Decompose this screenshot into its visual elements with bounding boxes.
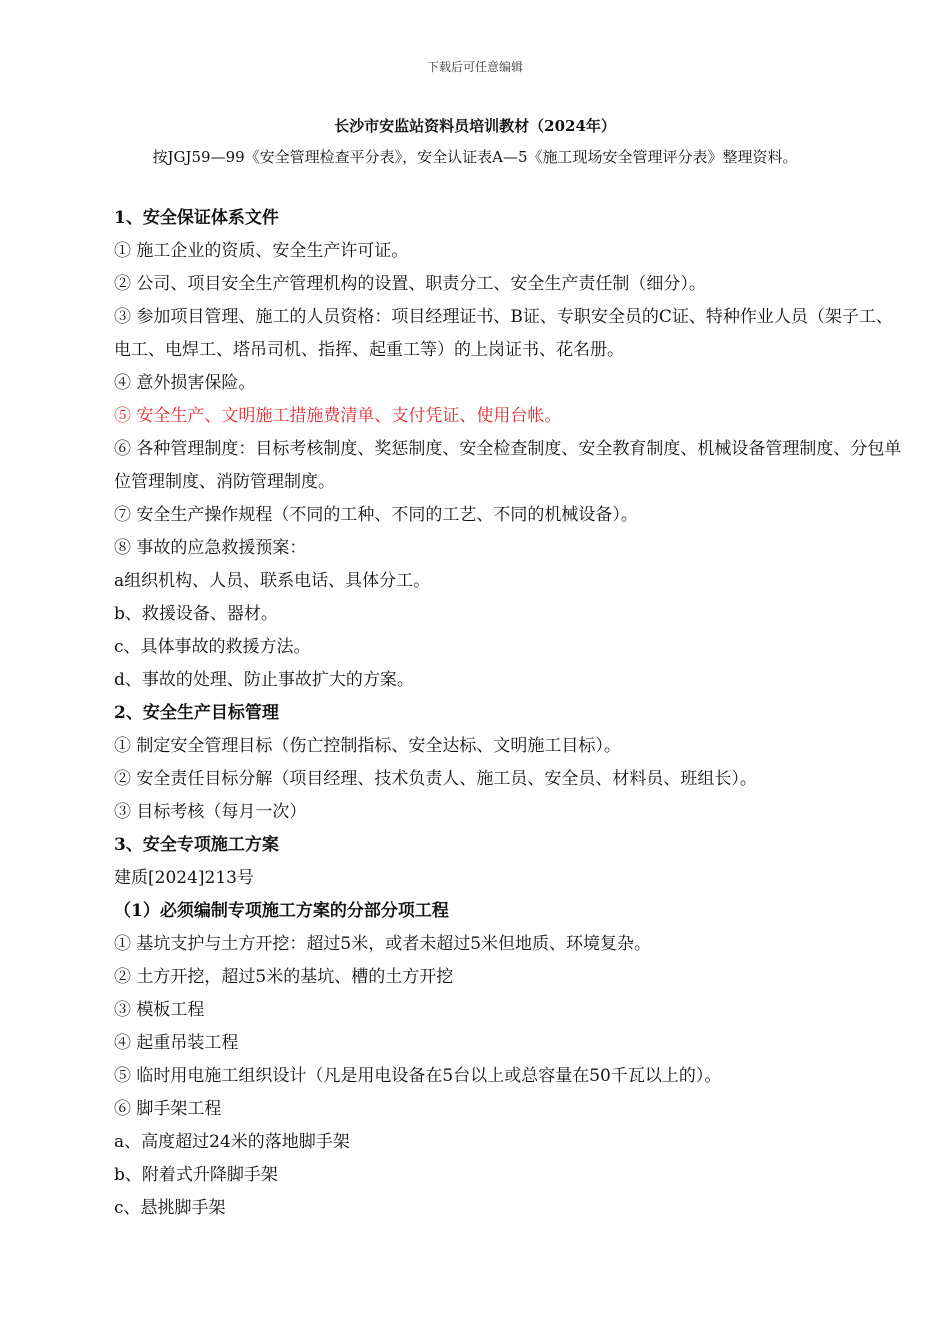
section-3-subheading: （1）必须编制专项施工方案的分部分项工程 <box>114 901 449 921</box>
document-title: 长沙市安监站资料员培训教材（2024年） <box>334 117 616 135</box>
document-subtitle: 按JGJ59—99《安全管理检查平分表》，安全认证表A—5《施工现场安全管理评分表》整理资料。 <box>152 148 798 166</box>
section-1-item: ② 公司、项目安全生产管理机构的设置、职责分工、安全生产责任制（细分）。 <box>114 274 706 294</box>
section-2-item: ② 安全责任目标分解（项目经理、技术负责人、施工员、安全员、材料员、班组长）。 <box>114 769 757 789</box>
section-3-item: ⑥ 脚手架工程 <box>114 1099 222 1119</box>
section-1-subitem: d、事故的处理、防止事故扩大的方案。 <box>114 670 414 690</box>
section-1-subitem: a组织机构、人员、联系电话、具体分工。 <box>114 571 431 591</box>
section-3-item: ④ 起重吊装工程 <box>114 1033 239 1053</box>
section-3-subitem: b、附着式升降脚手架 <box>114 1165 278 1185</box>
section-1-item: ⑧ 事故的应急救援预案： <box>114 538 307 558</box>
section-3-item: ① 基坑支护与土方开挖：超过5米，或者未超过5米但地质、环境复杂。 <box>114 934 652 954</box>
section-3-item: ③ 模板工程 <box>114 1000 205 1020</box>
section-3-item: ⑤ 临时用电施工组织设计（凡是用电设备在5台以上或总容量在50千瓦以上的）。 <box>114 1066 722 1086</box>
section-1-item-highlighted: ⑤ 安全生产、文明施工措施费清单、支付凭证、使用台帐。 <box>114 406 562 426</box>
section-3-subitem: a、高度超过24米的落地脚手架 <box>114 1132 350 1152</box>
section-1-subitem: b、救援设备、器材。 <box>114 604 278 624</box>
section-3-subitem: c、悬挑脚手架 <box>114 1198 226 1218</box>
document-body <box>114 202 904 1225</box>
section-1-item: ⑥ 各种管理制度：目标考核制度、奖惩制度、安全检查制度、安全教育制度、机械设备管理制度、分包单位管理制度、消防管理制度。 <box>114 439 902 492</box>
section-3-item: ② 土方开挖，超过5米的基坑、槽的土方开挖 <box>114 967 454 987</box>
section-1-heading: 1、安全保证体系文件 <box>114 208 279 228</box>
section-3-heading: 3、安全专项施工方案 <box>114 835 279 855</box>
section-2-item: ① 制定安全管理目标（伤亡控制指标、安全达标、文明施工目标）。 <box>114 736 621 756</box>
section-3-reference: 建质[2024]213号 <box>114 868 254 888</box>
section-1-subitem: c、具体事故的救援方法。 <box>114 637 311 657</box>
section-1-item: ① 施工企业的资质、安全生产许可证。 <box>114 241 409 261</box>
section-1-item: ⑦ 安全生产操作规程（不同的工种、不同的工艺、不同的机械设备）。 <box>114 505 638 525</box>
page-header-note: 下载后可任意编辑 <box>426 60 523 74</box>
section-1-item: ④ 意外损害保险。 <box>114 373 256 393</box>
section-2-item: ③ 目标考核（每月一次） <box>114 802 307 822</box>
section-1-item: ③ 参加项目管理、施工的人员资格：项目经理证书、B证、专职安全员的C证、特种作业人员（架子工、电工、电焊工、塔吊司机、指挥、起重工等）的上岗证书、花名册。 <box>114 307 893 360</box>
section-2-heading: 2、安全生产目标管理 <box>114 703 279 723</box>
